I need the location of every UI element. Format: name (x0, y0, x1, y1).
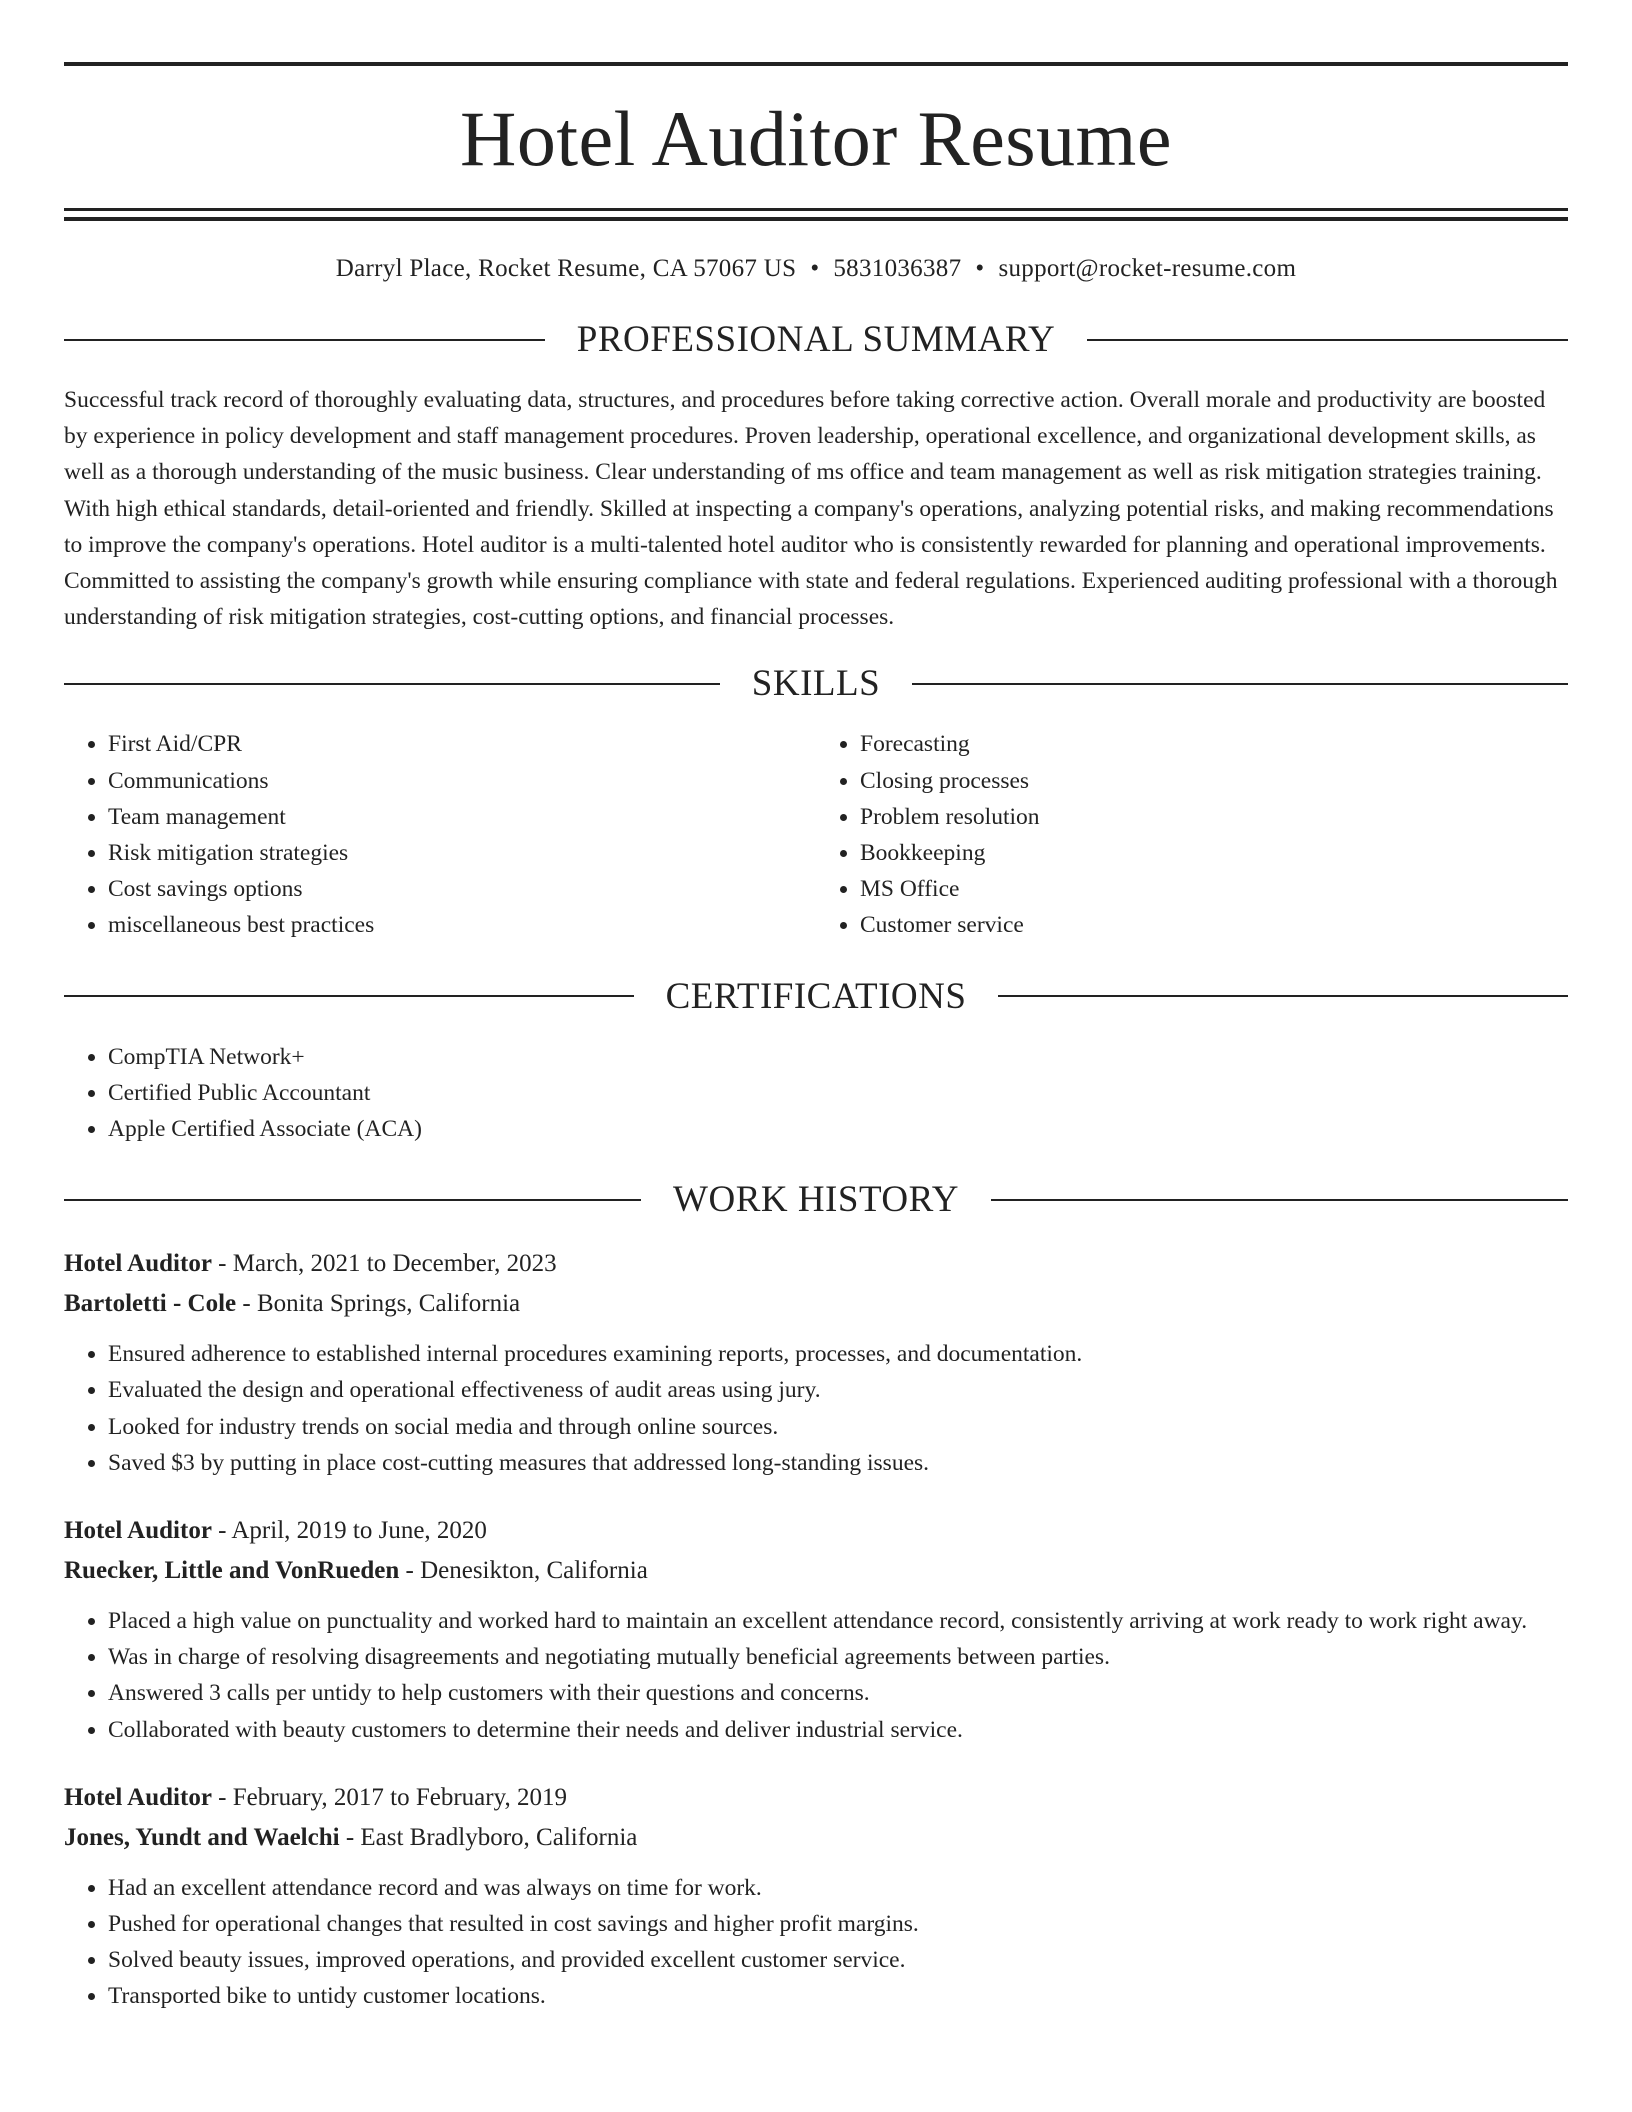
certification-item: • Certified Public Accountant (108, 1075, 1568, 1111)
contact-email: support@rocket-resume.com (998, 255, 1297, 282)
skill-item: • miscellaneous best practices (108, 907, 816, 943)
certification-item: • CompTIA Network+ (108, 1039, 1568, 1075)
job-company: Ruecker, Little and VonRueden (64, 1557, 400, 1585)
job-company-line (64, 1551, 1568, 1591)
contact-separator: • (975, 255, 985, 282)
summary-section-header (64, 321, 1568, 358)
job-dates: - April, 2019 to June, 2020 (211, 1517, 487, 1545)
header-rule-left (64, 339, 545, 341)
job-bullet: • Transported bike to untidy customer locations. (108, 1978, 1568, 2014)
skill-item: • Customer service (860, 907, 1568, 943)
contact-line (64, 255, 1568, 283)
top-rule (64, 62, 1568, 66)
header-rule-right (998, 995, 1568, 997)
header-rule-right (912, 683, 1568, 685)
skill-item: • MS Office (860, 871, 1568, 907)
job-bullet: • Pushed for operational changes that resulted in cost savings and higher profit margins. (108, 1906, 1568, 1942)
contact-phone: 5831036387 (833, 255, 962, 282)
job-bullet: • Placed a high value on punctuality and worked hard to maintain an excellent attendance record, consistently arriving at work ready to work right away. (108, 1603, 1568, 1639)
job-dates: - February, 2017 to February, 2019 (211, 1783, 567, 1811)
job-company: Bartoletti - Cole (64, 1290, 237, 1318)
job-company-line (64, 1284, 1568, 1324)
header-rule-right (991, 1199, 1568, 1201)
job-company: Jones, Yundt and Waelchi (64, 1823, 340, 1851)
skills-list-right (816, 726, 1568, 943)
job-title: Hotel Auditor (64, 1517, 212, 1545)
skills-list-left (64, 726, 816, 943)
work-history-section-header (64, 1179, 1568, 1221)
job-bullet: • Ensured adherence to established internal procedures examining reports, processes, and documentation. (108, 1336, 1568, 1372)
resume-title: Hotel Auditor Resume (460, 95, 1172, 182)
job-title-line (64, 1511, 1568, 1551)
job-bullet: • Had an excellent attendance record and was always on time for work. (108, 1870, 1568, 1906)
job-bullet: • Saved $3 by putting in place cost-cutting measures that addressed long-standing issues. (108, 1445, 1568, 1481)
job-dates: - March, 2021 to December, 2023 (211, 1250, 557, 1278)
title-double-rule (64, 208, 1568, 221)
job-bullet: • Solved beauty issues, improved operations, and provided excellent customer service. (108, 1942, 1568, 1978)
skill-item: • Risk mitigation strategies (108, 835, 816, 871)
header-rule-left (64, 683, 720, 685)
skill-item: • Communications (108, 763, 816, 799)
work-history-heading: WORK HISTORY (673, 1179, 959, 1221)
certification-item: • Apple Certified Associate (ACA) (108, 1111, 1568, 1147)
job-title: Hotel Auditor (64, 1250, 212, 1278)
skill-item: • Bookkeeping (860, 835, 1568, 871)
job-bullet: • Was in charge of resolving disagreements and negotiating mutually beneficial agreements between parties. (108, 1639, 1568, 1675)
skill-item: • First Aid/CPR (108, 726, 816, 762)
job-bullets (64, 1870, 1568, 2015)
certifications-section-header (64, 975, 1568, 1017)
job-bullet: • Collaborated with beauty customers to determine their needs and deliver industrial service. (108, 1712, 1568, 1748)
skill-item: • Problem resolution (860, 799, 1568, 835)
summary-heading: PROFESSIONAL SUMMARY (576, 319, 1056, 360)
job-location: - Bonita Springs, California (236, 1290, 521, 1318)
contact-address: Darryl Place, Rocket Resume, CA 57067 US (335, 255, 797, 282)
job-title-line (64, 1778, 1568, 1818)
skills-heading: SKILLS (751, 663, 881, 705)
job-bullets (64, 1603, 1568, 1748)
job-title: Hotel Auditor (64, 1783, 212, 1811)
contact-separator: • (810, 255, 820, 282)
job-bullet: • Looked for industry trends on social media and through online sources. (108, 1409, 1568, 1445)
skill-item: • Closing processes (860, 763, 1568, 799)
job-company-line (64, 1818, 1568, 1858)
job-entry (64, 1511, 1568, 1748)
skill-item: • Forecasting (860, 726, 1568, 762)
skills-columns (64, 726, 1568, 943)
summary-paragraph: Successful track record of thoroughly evaluating data, structures, and procedures before taking corrective action. Overall morale and productivity are boosted by experience in policy development and staff management procedures. Proven leadership, operational excellence, and organizational development skills, as well as a thorough understanding of the music business. Clear understanding of ms office and team management as well as risk mitigation strategies training. With high ethical standards, detail-oriented and friendly. Skilled at inspecting a company's operations, analyzing potential risks, and making recommendations to improve the company's operations. Hotel auditor is a multi-talented hotel auditor who is consistently rewarded for planning and operational improvements. Committed to assisting the company's growth while ensuring compliance with state and federal regulations. Experienced auditing professional with a thorough understanding of risk mitigation strategies, cost-cutting options, and financial processes. (64, 387, 1558, 631)
job-entry (64, 1244, 1568, 1481)
header-rule-right (1087, 339, 1568, 341)
skill-item: • Team management (108, 799, 816, 835)
job-bullet: • Evaluated the design and operational effectiveness of audit areas using jury. (108, 1372, 1568, 1408)
job-bullets (64, 1336, 1568, 1481)
job-entry (64, 1778, 1568, 2015)
job-bullet: • Answered 3 calls per untidy to help customers with their questions and concerns. (108, 1675, 1568, 1711)
skill-item: • Cost savings options (108, 871, 816, 907)
job-location: - East Bradlyboro, California (339, 1823, 638, 1851)
header-rule-left (64, 995, 634, 997)
skills-section-header (64, 663, 1568, 705)
certifications-list (64, 1039, 1568, 1148)
header-rule-left (64, 1199, 641, 1201)
job-location: - Denesikton, California (399, 1557, 648, 1585)
certifications-heading: CERTIFICATIONS (665, 975, 967, 1017)
job-title-line (64, 1244, 1568, 1284)
